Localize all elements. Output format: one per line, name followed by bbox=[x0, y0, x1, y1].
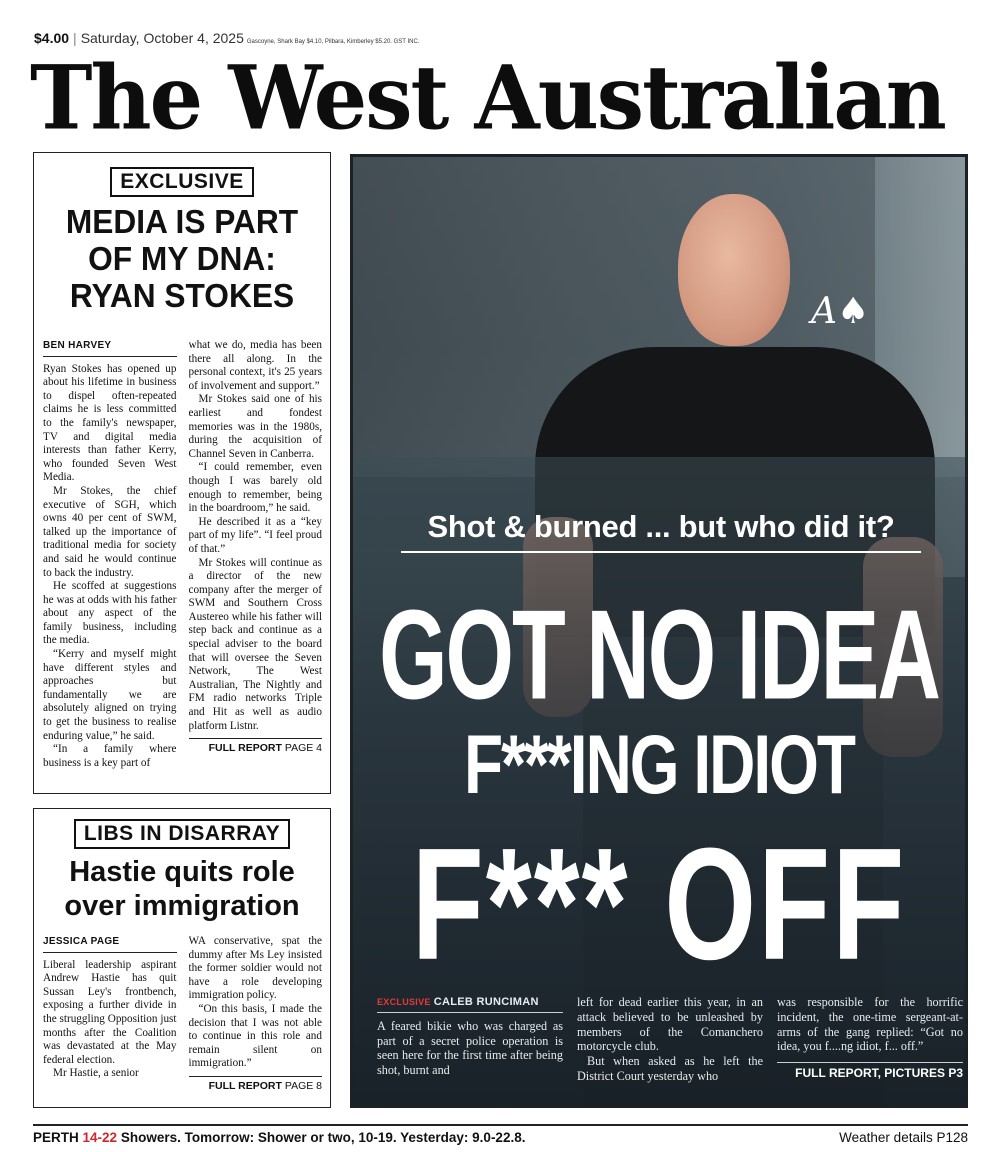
story-columns bbox=[43, 339, 322, 779]
paragraph: Ryan Stokes has opened up about his lifetime in business to dispel often-repeated claims he is less committed to the family's newspaper, TV and digital media interests than father Kerry, who founded Seven West Media. bbox=[43, 362, 177, 484]
paragraph: A feared bikie who was charged as part of a secret police operation is seen here for the first time after being shot, burnt and bbox=[377, 1018, 563, 1078]
full-report-label: FULL REPORT, PICTURES bbox=[795, 1066, 945, 1081]
main-column-1 bbox=[377, 995, 563, 1084]
story-byline: BEN HARVEY bbox=[43, 339, 177, 357]
paragraph: Mr Stokes will continue as a director of the new company after the merger of SWM and Southern Cross Austereo while his father will step back and continue as a special adviser to the board that will oversee the Seven Network, The West Australian, The Nightly and FM radio networks Triple and Hit as well as audio platform Listnr. bbox=[188, 556, 322, 732]
paragraph: “I could remember, even though I was barely old enough to remember, being in the boardroom,” he said. bbox=[188, 461, 322, 515]
full-report-label: FULL REPORT bbox=[208, 742, 282, 755]
weather-details-link[interactable]: Weather details P128 bbox=[839, 1129, 968, 1145]
story-column-2 bbox=[189, 935, 323, 1095]
story-box-stokes bbox=[33, 152, 331, 794]
story-column-1 bbox=[43, 935, 177, 1095]
separator: | bbox=[73, 30, 77, 46]
main-byline bbox=[377, 995, 563, 1013]
full-report-label: FULL REPORT bbox=[208, 1079, 282, 1092]
paragraph: WA conservative, spat the dummy after Ms Ley insisted the former soldier would not have a role developing immigration policy. bbox=[188, 935, 322, 1002]
main-photo-panel bbox=[350, 154, 968, 1108]
main-story-columns bbox=[377, 995, 963, 1084]
main-headline-line-1: GOT NO IDEA bbox=[379, 582, 939, 726]
paragraph: “In a family where business is a key part of bbox=[43, 743, 177, 769]
paragraph: But when asked as he left the District Court yesterday who bbox=[577, 1054, 763, 1083]
spade-icon: A♠ bbox=[811, 291, 870, 332]
story-byline: JESSICA PAGE bbox=[43, 935, 177, 953]
weather-temps: 14-22 bbox=[82, 1129, 118, 1145]
weather-city: PERTH bbox=[33, 1129, 79, 1145]
story-kicker: EXCLUSIVE bbox=[110, 167, 254, 197]
main-headline-line-3: F*** OFF bbox=[411, 815, 907, 994]
paragraph: “On this basis, I made the decision that I was not able to continue in this role and remain silent on immigration.” bbox=[188, 1002, 322, 1070]
masthead: The West Australian bbox=[30, 45, 945, 150]
exclusive-tag: EXCLUSIVE bbox=[377, 997, 431, 1007]
main-column-2 bbox=[577, 995, 763, 1084]
cover-price: $4.00 bbox=[34, 30, 70, 46]
full-report-link[interactable] bbox=[189, 1076, 323, 1094]
paragraph: Mr Hastie, a senior bbox=[53, 1067, 139, 1080]
main-column-3 bbox=[777, 995, 963, 1084]
full-report-page: PAGE 4 bbox=[284, 742, 322, 755]
paragraph: Mr Stokes said one of his earliest and fondest memories was in the 1980s, during the acquisition of Channel Seven in Canberra. bbox=[188, 393, 322, 460]
full-report-page: PAGE 8 bbox=[284, 1079, 322, 1092]
full-report-link[interactable] bbox=[189, 738, 323, 756]
story-headline: MEDIA IS PART OF MY DNA: RYAN STOKES bbox=[65, 203, 299, 314]
top-line bbox=[34, 30, 420, 46]
full-report-link[interactable] bbox=[777, 1062, 963, 1081]
regional-prices: Gascoyne, Shark Bay $4.10, Pilbara, Kimberley $5.20. GST INC. bbox=[246, 39, 420, 45]
weather-forecast: Showers. Tomorrow: Shower or two, 10-19. Yesterday: 9.0-22.8. bbox=[120, 1129, 526, 1145]
paragraph: was responsible for the horrific incident, the one-time sergeant-at-arms of the gang replied: “Got no idea, you f....ng idiot, f... off.” bbox=[777, 995, 963, 1054]
main-author: CALEB RUNCIMAN bbox=[433, 996, 539, 1008]
story-columns bbox=[43, 935, 322, 1095]
story-kicker: LIBS IN DISARRAY bbox=[74, 819, 290, 849]
story-column-2 bbox=[189, 339, 323, 779]
issue-date: Saturday, October 4, 2025 bbox=[80, 30, 244, 46]
paragraph: Liberal leadership aspirant Andrew Hastie has quit Sussan Ley's frontbench, exposing a further divide in the struggling Opposition just months after the Coalition was devastated at the May federal election. bbox=[43, 958, 177, 1066]
paragraph: He scoffed at suggestions he was at odds with his father about any aspect of the family business, including the media. bbox=[43, 580, 177, 647]
story-headline: Hastie quits role over immigration bbox=[64, 856, 300, 922]
photo-head bbox=[678, 194, 790, 346]
weather-bar bbox=[33, 1124, 968, 1144]
paragraph: left for dead earlier this year, in an attack believed to be unleashed by members of the Comanchero motorcycle club. bbox=[577, 995, 763, 1054]
weather-summary bbox=[33, 1130, 525, 1145]
story-box-hastie bbox=[33, 808, 331, 1108]
full-report-page: P3 bbox=[948, 1066, 963, 1081]
paragraph: He described it as a “key part of my life”. “I feel proud of that.” bbox=[188, 515, 322, 555]
main-dek: Shot & burned ... but who did it? bbox=[401, 509, 921, 553]
paragraph: Mr Stokes, the chief executive of SGH, which owns 40 per cent of SWM, talked up the importance of traditional media for society and said he would continue to back the industry. bbox=[43, 484, 177, 579]
paragraph: “Kerry and myself might have different styles and approaches but fundamentally we are absolutely aligned on trying to get the business to realise enduring value,” he said. bbox=[43, 648, 177, 742]
story-column-1 bbox=[43, 339, 177, 779]
main-headline-line-2: F***ING IDIOT bbox=[463, 717, 855, 812]
paragraph: what we do, media has been there all along. In the personal context, it's 25 years of involvement and support.” bbox=[188, 339, 322, 392]
